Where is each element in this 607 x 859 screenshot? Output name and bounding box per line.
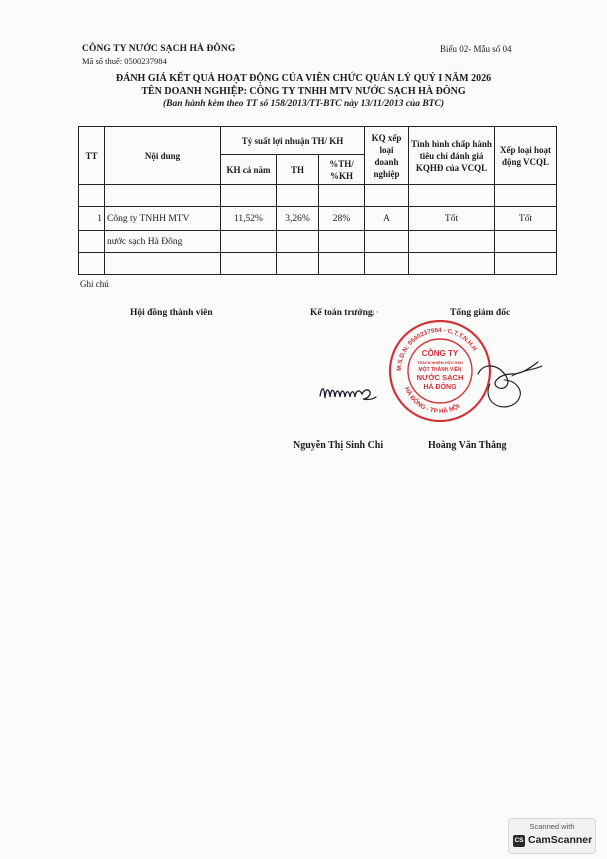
cell-tt: 1 [79, 207, 105, 231]
header-content: Nội dung [105, 127, 221, 185]
seal-bottom-text: HÀ ĐÔNG - TP HÀ NỘI [403, 385, 462, 416]
document-title: ĐÁNH GIÁ KẾT QUẢ HOẠT ĐỘNG CỦA VIÊN CHỨC QUẢN LÝ QUÝ I NĂM 2026 [115, 73, 492, 84]
accountant-name: Nguyễn Thị Sinh Chi [293, 440, 384, 451]
seal-line5: HÀ ĐÔNG [423, 384, 457, 391]
accountant-initial-mark: ↓· [371, 307, 379, 317]
cell-plan: 11,52% [221, 207, 277, 231]
cell-actual: 3,26% [277, 207, 319, 231]
watermark-brand: CamScanner [528, 834, 593, 846]
header-tt: TT [79, 127, 105, 185]
cell-content-line2: nước sạch Hà Đông [105, 231, 221, 253]
director-signature [472, 340, 547, 415]
board-title: Hội đồng thành viên [130, 308, 213, 318]
table-row-empty [79, 185, 557, 207]
form-reference: Biểu 02- Mẫu số 04 [440, 44, 512, 54]
header-rank: KQ xếp loại doanh nghiệp [365, 127, 409, 185]
seal-line1: CÔNG TY [421, 349, 459, 358]
camscanner-logo-icon: CS [513, 835, 525, 847]
header-vcql: Xếp loại hoạt động VCQL [495, 127, 557, 185]
cell-rank: A [365, 207, 409, 231]
cell-vcql: Tốt [495, 207, 557, 231]
seal-line3: MỘT THÀNH VIÊN [418, 367, 462, 373]
cell-pct: 28% [319, 207, 365, 231]
header-criteria: Tình hình chấp hành tiêu chí đánh giá KQHĐ của VCQL [409, 127, 495, 185]
cell-content-line1: Công ty TNHH MTV [105, 207, 221, 231]
director-title: Tổng giám đốc [450, 308, 511, 318]
header-profit-group: Tỷ suất lợi nhuận TH/ KH [221, 127, 365, 155]
issuance-note: (Ban hành kèm theo TT số 158/2013/TT-BTC này 13/11/2013 của BTC) [163, 99, 444, 109]
seal-line4: NƯỚC SẠCH [416, 373, 464, 382]
table-row [79, 231, 557, 253]
accountant-signature [318, 378, 378, 408]
table-row-empty [79, 253, 557, 275]
header-plan: KH cả năm [221, 155, 277, 185]
enterprise-name: TÊN DOANH NGHIỆP: CÔNG TY TNHH MTV NƯỚC SẠCH HÀ ĐÔNG [141, 86, 466, 97]
cell-criteria: Tốt [409, 207, 495, 231]
seal-outer-text: M.S.D.N: 0500237984 - C.T.T.N.H.H [395, 326, 478, 372]
header-actual: TH [277, 155, 319, 185]
tax-id: Mã số thuế: 0500237984 [82, 56, 167, 66]
note-label: Ghi chú [80, 279, 109, 289]
table-row [79, 207, 557, 231]
evaluation-table [78, 126, 557, 275]
watermark-caption: Scanned with [529, 822, 575, 831]
company-name: CÔNG TY NƯỚC SẠCH HÀ ĐÔNG [82, 44, 236, 54]
seal-line2: TRÁCH NHIỆM HỮU HẠN [417, 361, 463, 365]
accountant-title: Kế toán trưởng [310, 308, 373, 318]
camscanner-watermark [508, 818, 596, 854]
director-name: Hoàng Văn Thắng [428, 440, 507, 451]
header-pct: %TH/ %KH [319, 155, 365, 185]
